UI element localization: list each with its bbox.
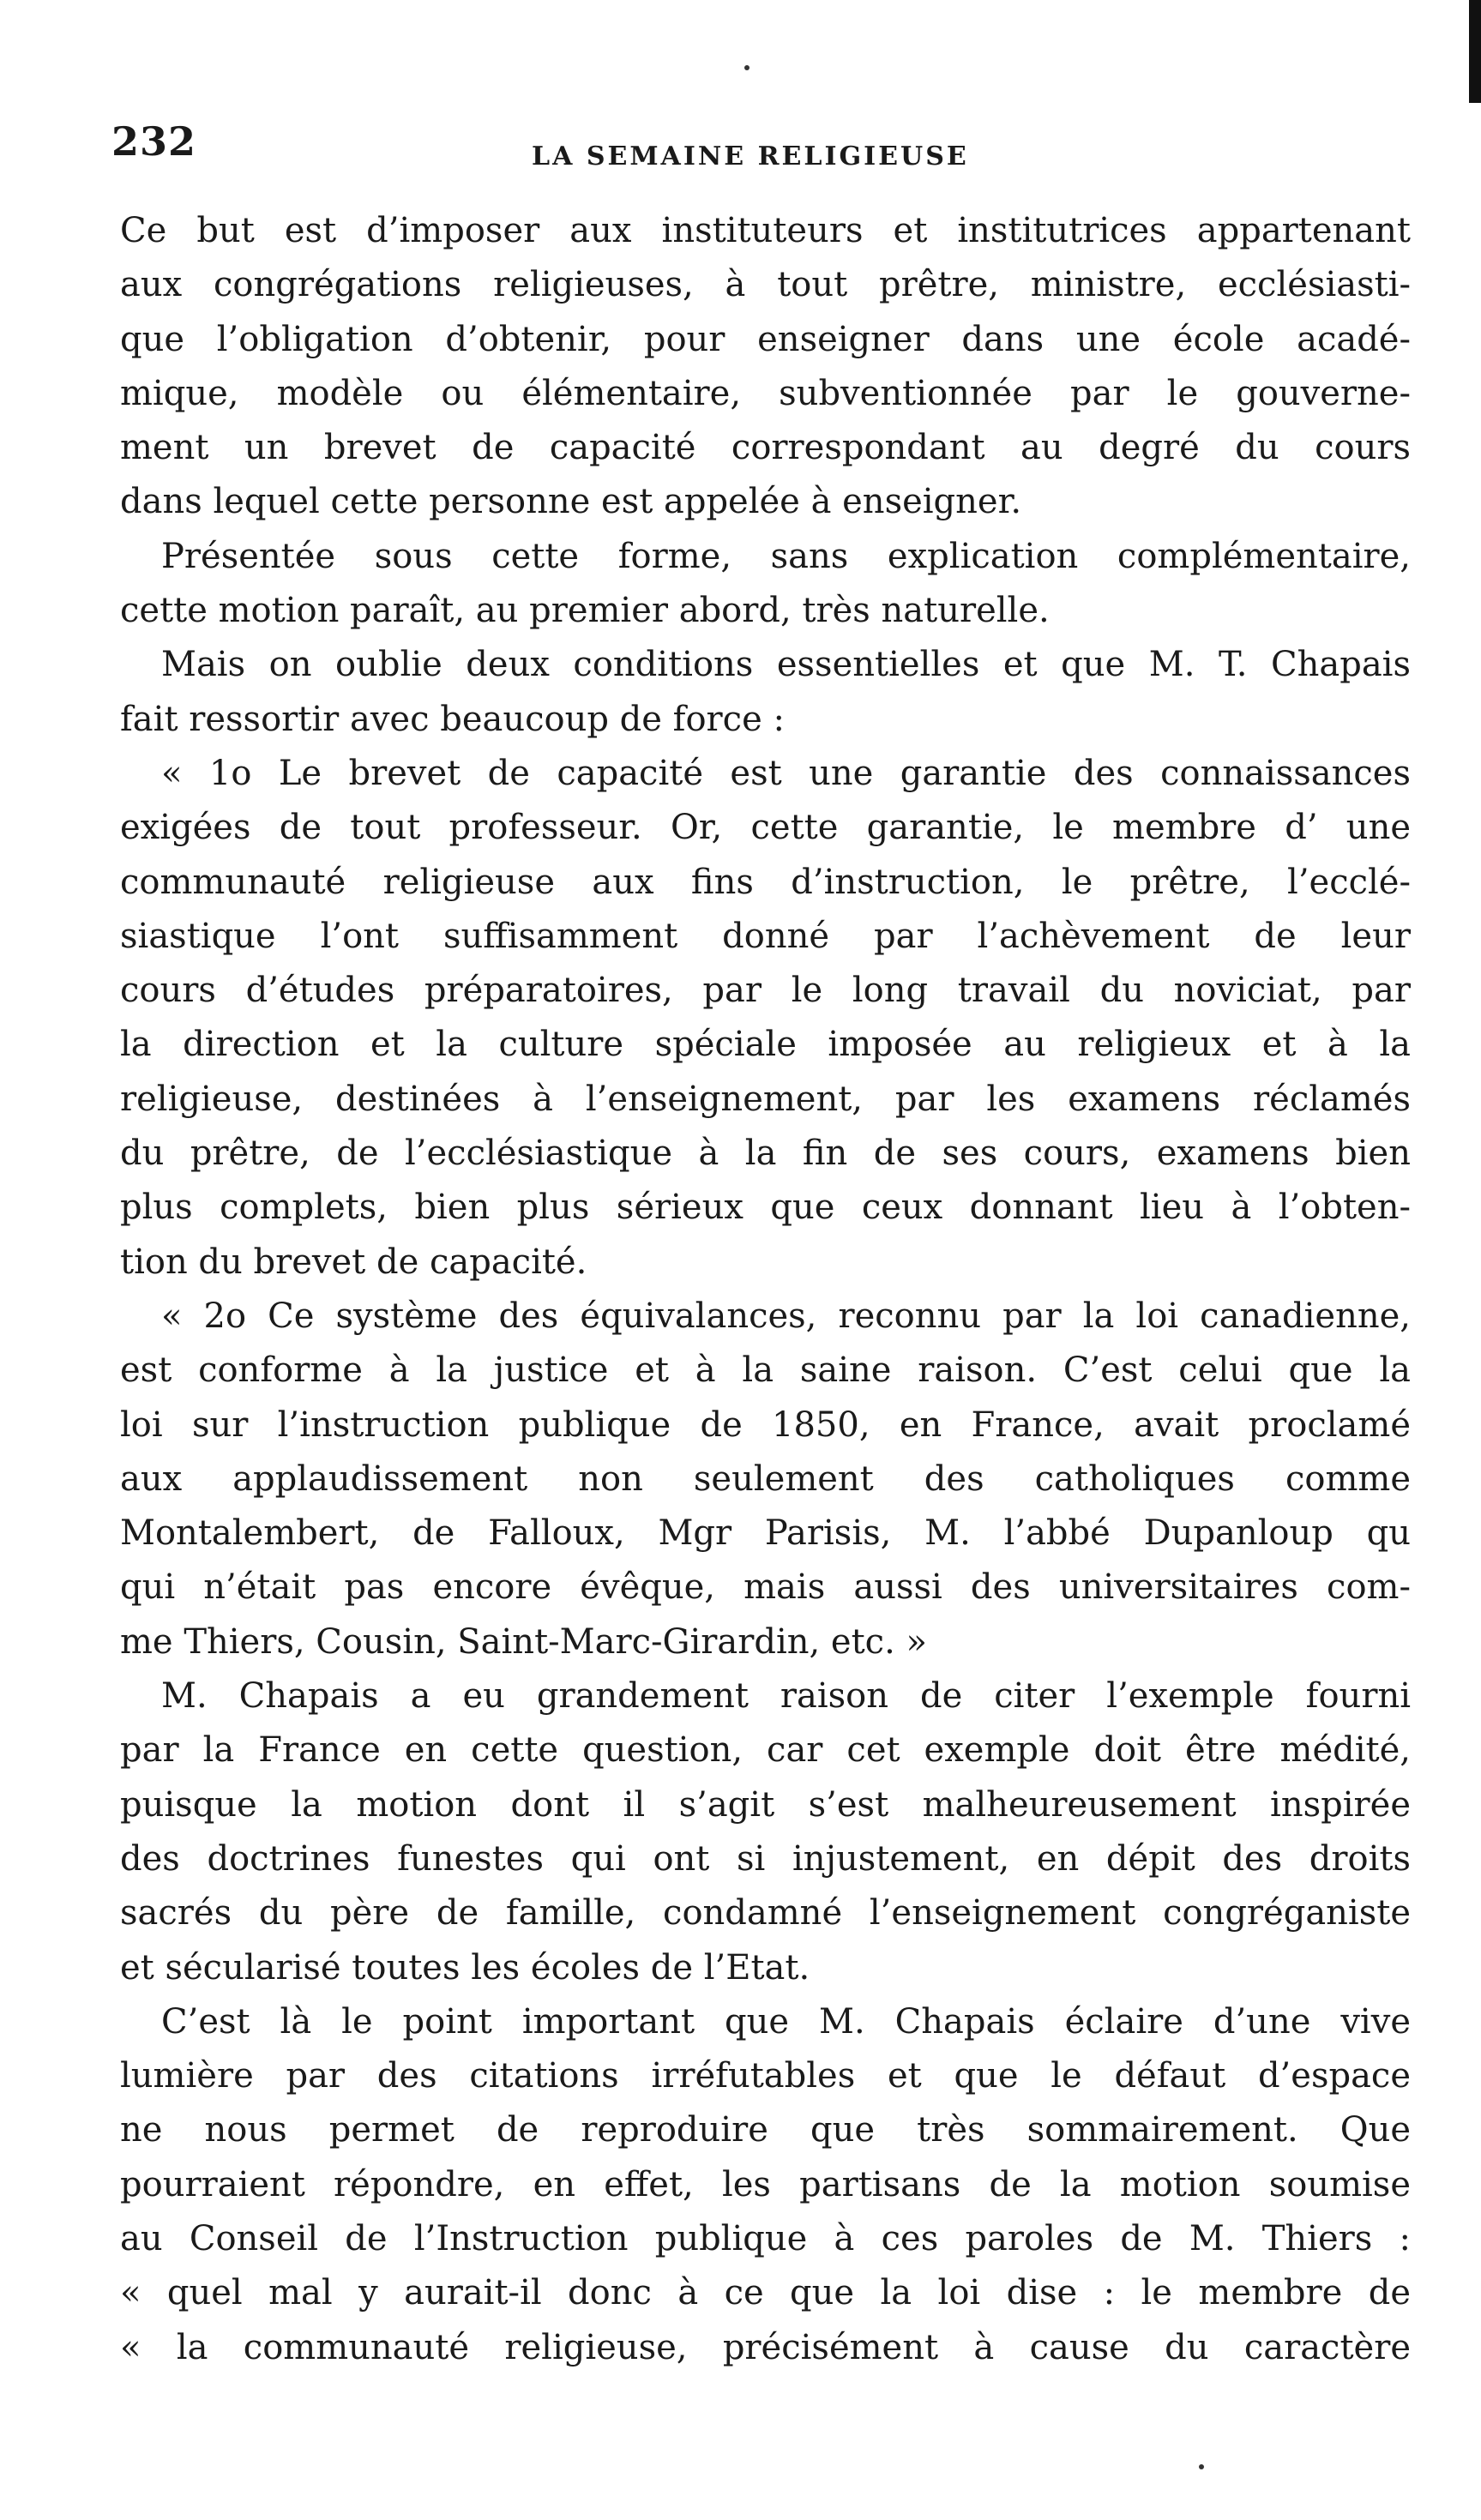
speck-dot bbox=[1199, 2464, 1204, 2469]
page-edge-mark bbox=[1469, 0, 1481, 103]
text-line: religieuse, destinées à l’enseignement, par les examens réclamés bbox=[120, 1079, 1411, 1119]
text-line: sacrés du père de famille, condamné l’enseignement congréganiste bbox=[120, 1893, 1411, 1934]
text-line: tion du brevet de capacité. bbox=[120, 1242, 587, 1282]
text-line: cours d’études préparatoires, par le long travail du noviciat, par bbox=[120, 971, 1411, 1011]
text-line: « 2o Ce système des équivalances, reconnu par la loi canadienne, bbox=[161, 1296, 1411, 1336]
text-line: est conforme à la justice et à la saine raison. C’est celui que la bbox=[120, 1350, 1411, 1391]
text-line: mique, modèle ou élémentaire, subventionnée par le gouverne- bbox=[120, 373, 1411, 413]
text-line: M. Chapais a eu grandement raison de citer l’exemple fourni bbox=[161, 1676, 1411, 1717]
text-line: qui n’était pas encore évêque, mais aussi des universitaires com- bbox=[120, 1567, 1411, 1608]
text-line: cette motion paraît, au premier abord, très naturelle. bbox=[120, 591, 1050, 631]
text-line: du prêtre, de l’ecclésiastique à la fin de ses cours, examens bien bbox=[120, 1134, 1411, 1174]
text-line: exigées de tout professeur. Or, cette garantie, le membre d’ une bbox=[120, 808, 1411, 848]
text-line: C’est là le point important que M. Chapais éclaire d’une vive bbox=[161, 2001, 1411, 2042]
text-line: Présentée sous cette forme, sans explication complémentaire, bbox=[161, 536, 1411, 576]
text-line: « 1o Le brevet de capacité est une garantie des connaissances bbox=[161, 753, 1411, 793]
running-title: LA SEMAINE RELIGIEUSE bbox=[532, 141, 969, 171]
text-line: Ce but est d’imposer aux instituteurs et institutrices appartenant bbox=[120, 211, 1411, 250]
text-line: « quel mal y aurait-il donc à ce que la loi dise : le membre de bbox=[120, 2273, 1411, 2313]
text-line: aux congrégations religieuses, à tout prêtre, ministre, ecclésiasti- bbox=[120, 265, 1411, 305]
text-line: et sécularisé toutes les écoles de l’Etat. bbox=[120, 1947, 810, 1988]
text-line: plus complets, bien plus sérieux que ceux donnant lieu à l’obten- bbox=[120, 1188, 1411, 1228]
text-line: pourraient répondre, en effet, les partisans de la motion soumise bbox=[120, 2164, 1411, 2204]
text-line: me Thiers, Cousin, Saint-Marc-Girardin, etc. » bbox=[120, 1621, 927, 1662]
text-line: lumière par des citations irréfutables et que le défaut d’espace bbox=[120, 2056, 1411, 2096]
text-line: dans lequel cette personne est appelée à enseigner. bbox=[120, 482, 1022, 522]
text-line: ne nous permet de reproduire que très sommairement. Que bbox=[120, 2110, 1411, 2150]
text-line: au Conseil de l’Instruction publique à ces paroles de M. Thiers : bbox=[120, 2218, 1411, 2258]
text-line: ment un brevet de capacité correspondant au degré du cours bbox=[120, 428, 1411, 468]
text-line: communauté religieuse aux fins d’instruction, le prêtre, l’ecclé- bbox=[120, 862, 1411, 902]
text-line: « la communauté religieuse, précisément à cause du caractère bbox=[120, 2327, 1411, 2367]
text-line: Montalembert, de Falloux, Mgr Parisis, M. l’abbé Dupanloup qu bbox=[120, 1513, 1411, 1554]
text-line: Mais on oublie deux conditions essentielles et que M. T. Chapais bbox=[161, 645, 1411, 685]
text-line: que l’obligation d’obtenir, pour enseigner dans une école acadé- bbox=[120, 319, 1411, 359]
text-line: loi sur l’instruction publique de 1850, en France, avait proclamé bbox=[120, 1404, 1411, 1445]
text-line: siastique l’ont suffisamment donné par l’achèvement de leur bbox=[120, 916, 1411, 956]
page-number: 232 bbox=[111, 118, 197, 165]
text-line: par la France en cette question, car cet exemple doit être médité, bbox=[120, 1730, 1411, 1771]
body-text bbox=[120, 204, 1411, 2375]
text-line: des doctrines funestes qui ont si injustement, en dépit des droits bbox=[120, 1838, 1411, 1879]
text-line: fait ressortir avec beaucoup de force : bbox=[120, 699, 785, 739]
text-line: la direction et la culture spéciale imposée au religieux et à la bbox=[120, 1025, 1411, 1065]
speck-dot bbox=[744, 65, 750, 70]
text-line: aux applaudissement non seulement des catholiques comme bbox=[120, 1458, 1411, 1499]
text-line: puisque la motion dont il s’agit s’est malheureusement inspirée bbox=[120, 1784, 1411, 1825]
